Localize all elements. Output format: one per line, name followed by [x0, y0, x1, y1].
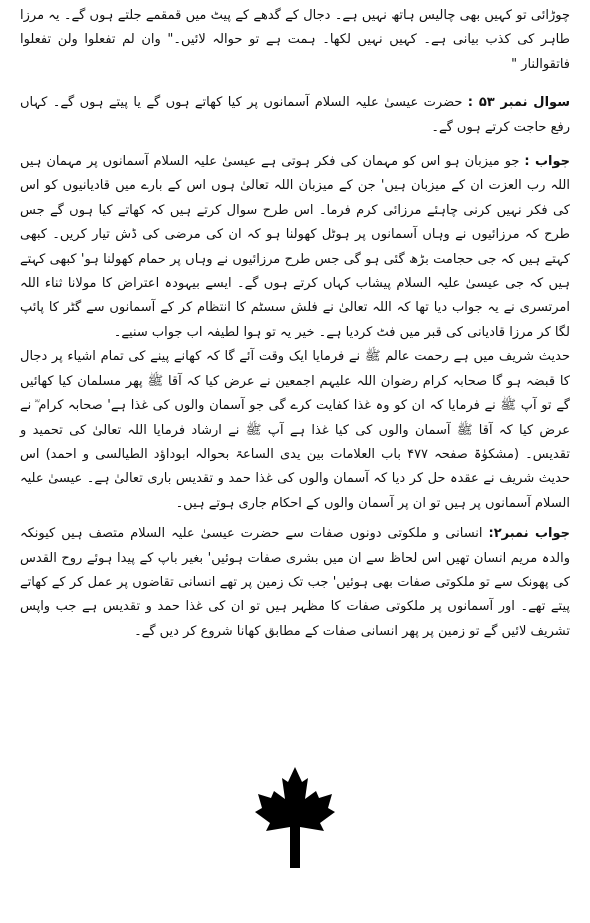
ornament: [0, 765, 590, 870]
opening-paragraph: چوڑائی تو کہیں بھی چالیس ہاتھ نہیں ہے۔ دجال کے گدھے کے پیٹ میں قمقمے جلتے ہوں گے۔ یہ مرزا طاہر کی کذب بیانی ہے۔ کہیں نہیں لکھا۔ ہمت ہے تو حوالہ لائیں۔" وان لم تفعلوا ولن تفعلوا فاتقوالنار ": [20, 8, 570, 72]
hadith-paragraph: حدیث شریف میں ہے رحمت عالم ﷺ نے فرمایا ایک وقت آئے گا کہ کھانے پینے کی تمام اشیاء پر دجال کا قبضہ ہو گا صحابہ کرام رضوان اللہ علیہم اجمعین نے عرض کیا کہ آقا ﷺ پھر مسلمان کیا کھائیں گے تو آپ ﷺ نے فرمایا کہ ان کو وہ غذا کفایت کرے گی جو آسمان والوں کی غذا ہے' صحابہ کرام ؓ نے عرض کیا کہ آقا ﷺ آسمان والوں کی کیا غذا ہے آپ ﷺ نے ارشاد فرمایا اللہ تعالیٰ کی تحمید و تقدیس۔ (مشکوٰۃ صفحہ ۴۷۷ باب العلامات بین یدی الساعۃ بحوالہ ابوداؤد الطیالسی و احمد) اس حدیث شریف نے عقدہ حل کر دیا کہ آسمان والوں کی غذا حمد و تقدیس باری تعالیٰ ہے۔ عیسیٰ علیہ السلام آسمانوں پر ہیں تو ان پر آسمان والوں کے احکام جاری ہوتے ہیں۔: [20, 349, 570, 511]
answer-two-paragraph: [20, 522, 570, 644]
question-label: سوال نمبر ۵۳ :: [467, 95, 570, 111]
maple-leaf-icon: [240, 765, 350, 870]
answer-two-text: انسانی و ملکوتی دونوں صفات سے حضرت عیسیٰ علیہ السلام متصف ہیں کیونکہ والدہ مریم انسان تھیں اس لحاظ سے ان میں بشری صفات ہوئیں' بغیر باپ کے پیدا ہوئے روح القدس کی پھونک سے تو ملکوتی صفات بھی ہوئیں' جب تک زمین پر تھے انسانی تقاضوں پر عمل کر کے کھاتے پیتے تھے۔ اور آسمانوں پر ملکوتی صفات کا مظہر ہیں تو ان کی غذا حمد و تقدیس ہے جب واپس تشریف لائیں گے تو زمین پر پھر انسانی صفات کے مطابق کھانا شروع کر دیں گے۔: [20, 526, 570, 639]
answer-two-label: جواب نمبر۲:: [488, 526, 570, 542]
spacer: [20, 140, 570, 150]
spacer: [20, 77, 570, 91]
answer-text: جو میزبان ہو اس کو مہمان کی فکر ہوتی ہے عیسیٰ علیہ السلام آسمانوں پر مہمان ہیں اللہ رب العزت ان کے میزبان ہیں' جن کے میزبان اللہ تعالیٰ ہوں اس کے بارے میں قادیانیوں کو اس کی فکر نہیں کرنی چاہئے مرزائی کرم فرما۔ اس طرح سوال کرتے ہیں کہ کھاتے کیا ہوں گے جس طرح کہ مرزائیوں نے وہاں آسمانوں پر ہوٹل کھولنا ہو کہ ان کی مرضی کی ڈش تیار کریں۔ کبھی کہتے ہیں کہ جی حجامت بڑھ گئی ہو گی جس طرح مرزائیوں نے وہاں پر حمام کھولنا ہو' کبھی کہتے ہیں کہ جی عیسیٰ علیہ السلام پیشاب کہاں کرتے ہوں گے۔ ایسے بیہودہ اعتراض کا مولانا ثناء اللہ امرتسری نے یہ جواب دیا تھا کہ اللہ تعالیٰ نے فلش سسٹم کا انتظام کر کے آسمانوں سے گٹر کا پائپ لگا کر مرزا قادیانی کی قبر میں فٹ کردیا ہے۔ خیر یہ تو ہوا لطیفہ اب جواب سنیے۔: [20, 154, 570, 340]
question-text: حضرت عیسیٰ علیہ السلام آسمانوں پر کیا کھاتے ہوں گے یا پیتے ہوں گے۔ کہاں رفع حاجت کرتے ہوں گے۔: [20, 95, 570, 135]
answer-label: جواب :: [524, 154, 571, 170]
question-paragraph: [20, 91, 570, 140]
answer-paragraph: [20, 150, 570, 345]
